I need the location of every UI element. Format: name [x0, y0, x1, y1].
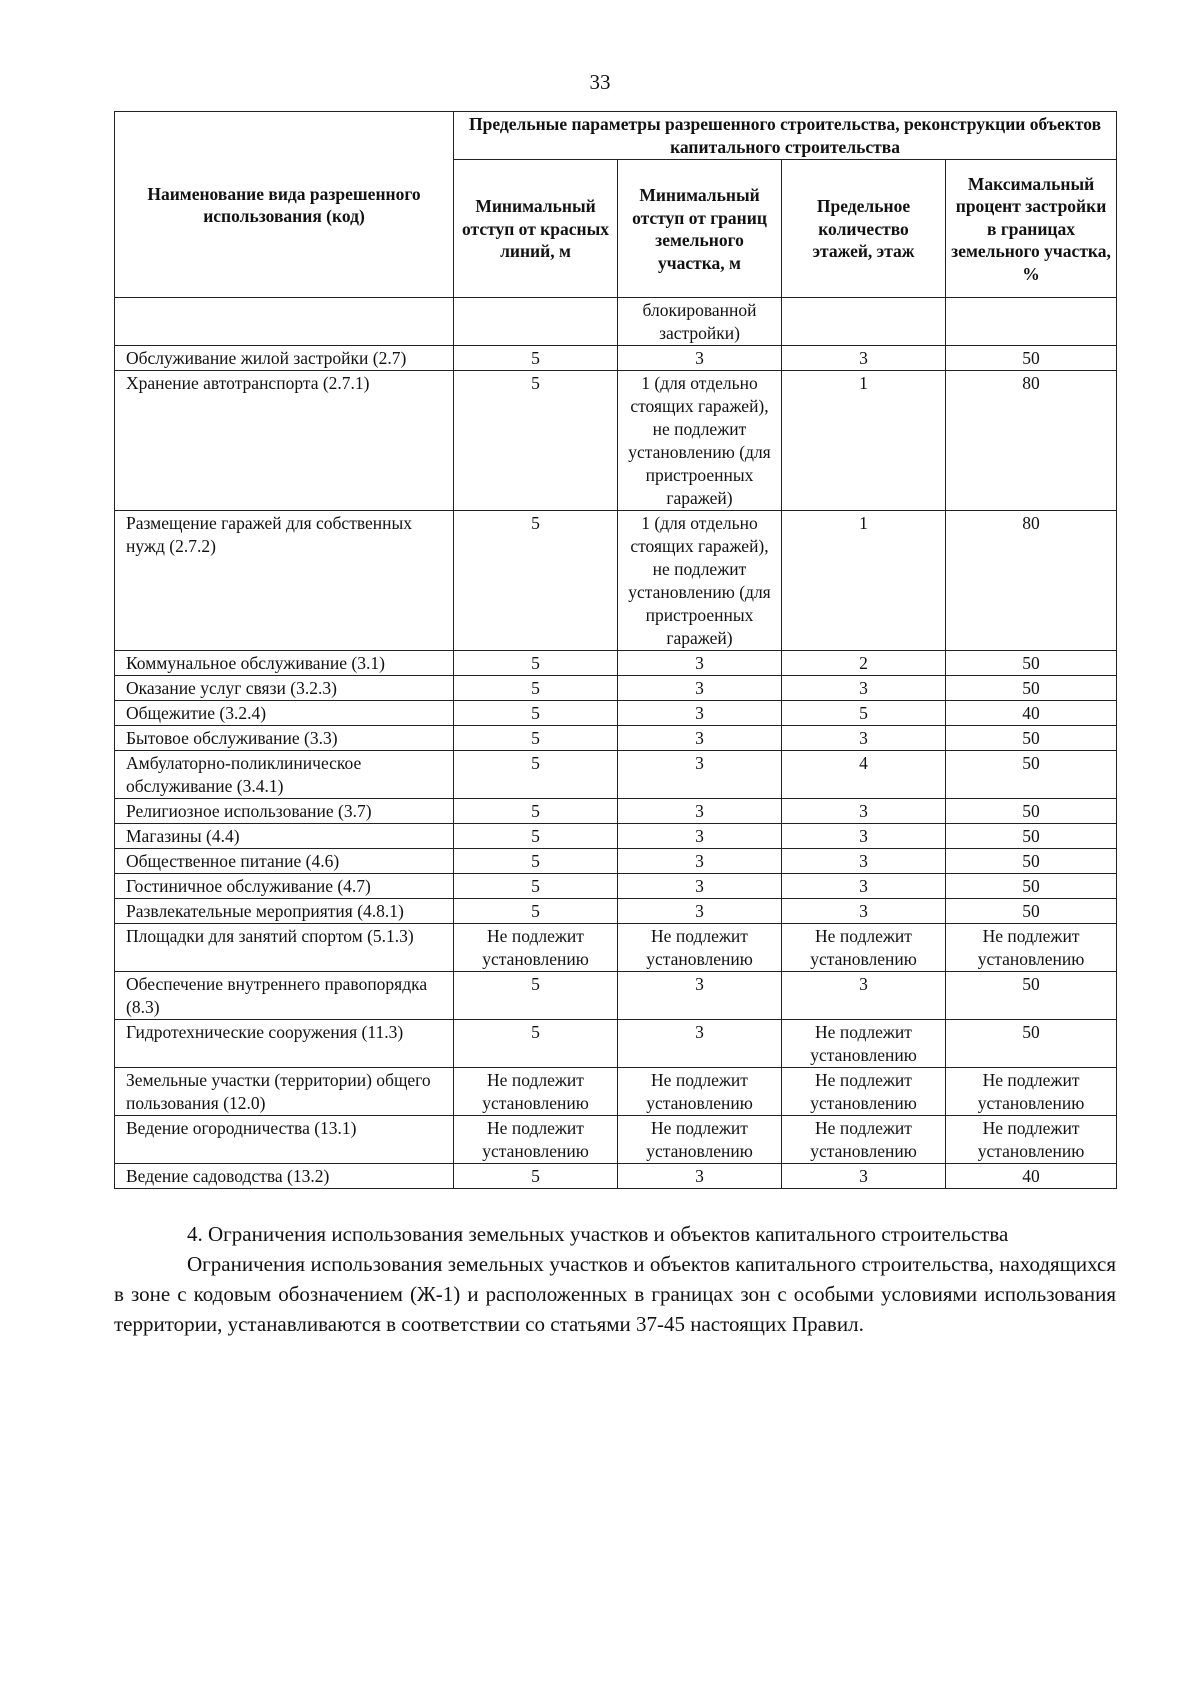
max-coverage-cell: Не подлежит установлению — [946, 1116, 1117, 1164]
min-plot-borders-cell: блокированной застройки) — [618, 298, 782, 346]
min-plot-borders-cell: 3 — [618, 874, 782, 899]
min-plot-borders-cell: 3 — [618, 1020, 782, 1068]
use-name-cell: Оказание услуг связи (3.2.3) — [115, 676, 454, 701]
table-row — [115, 298, 1117, 346]
min-plot-borders-cell: 3 — [618, 849, 782, 874]
max-coverage-cell: 50 — [946, 972, 1117, 1020]
min-red-lines-cell: 5 — [454, 1164, 618, 1189]
min-red-lines-cell: Не подлежит установлению — [454, 1068, 618, 1116]
table-row — [115, 726, 1117, 751]
max-coverage-cell: 80 — [946, 511, 1117, 651]
min-red-lines-cell: Не подлежит установлению — [454, 1116, 618, 1164]
max-coverage-cell: 40 — [946, 1164, 1117, 1189]
table-row — [115, 1020, 1117, 1068]
max-floors-cell: 3 — [782, 799, 946, 824]
table-row — [115, 651, 1117, 676]
min-plot-borders-cell: Не подлежит установлению — [618, 924, 782, 972]
min-red-lines-cell: 5 — [454, 849, 618, 874]
max-floors-cell — [782, 298, 946, 346]
use-name-cell — [115, 298, 454, 346]
max-coverage-cell: 50 — [946, 1020, 1117, 1068]
max-coverage-cell: 50 — [946, 726, 1117, 751]
min-plot-borders-cell: 3 — [618, 799, 782, 824]
min-red-lines-cell: 5 — [454, 799, 618, 824]
table-row — [115, 701, 1117, 726]
max-coverage-cell: Не подлежит установлению — [946, 1068, 1117, 1116]
max-floors-cell: 2 — [782, 651, 946, 676]
section-heading: 4. Ограничения использования земельных участков и объектов капитального строительства — [187, 1222, 1009, 1246]
use-name-cell: Бытовое обслуживание (3.3) — [115, 726, 454, 751]
table-body — [115, 298, 1117, 1189]
max-floors-cell: 3 — [782, 726, 946, 751]
max-coverage-cell: 50 — [946, 799, 1117, 824]
header-max-floors: Предельное количество этажей, этаж — [782, 160, 946, 298]
min-plot-borders-cell: 3 — [618, 726, 782, 751]
use-name-cell: Амбулаторно-поликлиническое обслуживание (3.4.1) — [115, 751, 454, 799]
use-name-cell: Развлекательные мероприятия (4.8.1) — [115, 899, 454, 924]
use-name-cell: Коммунальное обслуживание (3.1) — [115, 651, 454, 676]
table-row — [115, 874, 1117, 899]
max-coverage-cell: Не подлежит установлению — [946, 924, 1117, 972]
min-plot-borders-cell: 3 — [618, 751, 782, 799]
max-floors-cell: 3 — [782, 1164, 946, 1189]
max-floors-cell: Не подлежит установлению — [782, 924, 946, 972]
min-plot-borders-cell: Не подлежит установлению — [618, 1116, 782, 1164]
table-row — [115, 1116, 1117, 1164]
use-name-cell: Земельные участки (территории) общего пользования (12.0) — [115, 1068, 454, 1116]
use-name-cell: Ведение садоводства (13.2) — [115, 1164, 454, 1189]
min-red-lines-cell: 5 — [454, 751, 618, 799]
max-coverage-cell — [946, 298, 1117, 346]
max-floors-cell: 3 — [782, 899, 946, 924]
min-plot-borders-cell: 3 — [618, 1164, 782, 1189]
max-coverage-cell: 50 — [946, 874, 1117, 899]
min-red-lines-cell: 5 — [454, 511, 618, 651]
min-plot-borders-cell: Не подлежит установлению — [618, 1068, 782, 1116]
header-max-coverage: Максимальный процент застройки в границах земельного участка, % — [946, 160, 1117, 298]
min-plot-borders-cell: 3 — [618, 346, 782, 371]
section-4 — [114, 1219, 1116, 1339]
min-plot-borders-cell: 3 — [618, 824, 782, 849]
use-name-cell: Обслуживание жилой застройки (2.7) — [115, 346, 454, 371]
use-name-cell: Размещение гаражей для собственных нужд (2.7.2) — [115, 511, 454, 651]
use-name-cell: Общественное питание (4.6) — [115, 849, 454, 874]
max-floors-cell: 3 — [782, 874, 946, 899]
table-row — [115, 924, 1117, 972]
max-coverage-cell: 50 — [946, 751, 1117, 799]
table-row — [115, 346, 1117, 371]
use-name-cell: Ведение огородничества (13.1) — [115, 1116, 454, 1164]
min-red-lines-cell: 5 — [454, 1020, 618, 1068]
min-plot-borders-cell: 3 — [618, 651, 782, 676]
min-red-lines-cell: Не подлежит установлению — [454, 924, 618, 972]
table-row — [115, 751, 1117, 799]
table-row — [115, 899, 1117, 924]
max-floors-cell: 5 — [782, 701, 946, 726]
min-plot-borders-cell: 3 — [618, 676, 782, 701]
use-name-cell: Гостиничное обслуживание (4.7) — [115, 874, 454, 899]
max-coverage-cell: 50 — [946, 676, 1117, 701]
min-red-lines-cell: 5 — [454, 651, 618, 676]
parameters-table — [114, 111, 1117, 1189]
min-red-lines-cell: 5 — [454, 701, 618, 726]
table-row — [115, 799, 1117, 824]
use-name-cell: Гидротехнические сооружения (11.3) — [115, 1020, 454, 1068]
max-floors-cell: Не подлежит установлению — [782, 1116, 946, 1164]
min-red-lines-cell: 5 — [454, 726, 618, 751]
min-red-lines-cell: 5 — [454, 824, 618, 849]
table-row — [115, 676, 1117, 701]
max-coverage-cell: 50 — [946, 346, 1117, 371]
min-red-lines-cell: 5 — [454, 676, 618, 701]
min-plot-borders-cell: 3 — [618, 899, 782, 924]
table-row — [115, 972, 1117, 1020]
section-body: Ограничения использования земельных участков и объектов капитального строительства, находящихся в зоне с кодовым обозначением (Ж-1) и расположенных в границах зон с особыми условиями использования территории, устанавливаются в соответствии со статьями 37-45 настоящих Правил. — [114, 1252, 1116, 1336]
max-coverage-cell: 50 — [946, 824, 1117, 849]
max-coverage-cell: 80 — [946, 371, 1117, 511]
max-floors-cell: 3 — [782, 346, 946, 371]
min-red-lines-cell: 5 — [454, 874, 618, 899]
header-name-column: Наименование вида разрешенного использования (код) — [115, 112, 454, 298]
max-coverage-cell: 40 — [946, 701, 1117, 726]
min-red-lines-cell: 5 — [454, 899, 618, 924]
max-floors-cell: 3 — [782, 676, 946, 701]
min-plot-borders-cell: 3 — [618, 701, 782, 726]
max-floors-cell: 1 — [782, 371, 946, 511]
max-floors-cell: 1 — [782, 511, 946, 651]
min-red-lines-cell: 5 — [454, 972, 618, 1020]
use-name-cell: Хранение автотранспорта (2.7.1) — [115, 371, 454, 511]
max-floors-cell: Не подлежит установлению — [782, 1068, 946, 1116]
max-floors-cell: 3 — [782, 849, 946, 874]
page-number: 33 — [589, 70, 611, 94]
table-header-row — [115, 112, 1117, 160]
min-plot-borders-cell: 1 (для отдельно стоящих гаражей), не подлежит установлению (для пристроенных гаражей) — [618, 371, 782, 511]
header-min-plot-borders: Минимальный отступ от границ земельного участка, м — [618, 160, 782, 298]
table-row — [115, 511, 1117, 651]
min-plot-borders-cell: 3 — [618, 972, 782, 1020]
table-row — [115, 1068, 1117, 1116]
max-coverage-cell: 50 — [946, 849, 1117, 874]
max-floors-cell: 3 — [782, 824, 946, 849]
min-plot-borders-cell: 1 (для отдельно стоящих гаражей), не подлежит установлению (для пристроенных гаражей) — [618, 511, 782, 651]
header-min-red-lines: Минимальный отступ от красных линий, м — [454, 160, 618, 298]
table-row — [115, 824, 1117, 849]
header-group-title: Предельные параметры разрешенного строительства, реконструкции объектов капитального строительства — [454, 112, 1117, 160]
table-row — [115, 849, 1117, 874]
use-name-cell: Религиозное использование (3.7) — [115, 799, 454, 824]
table-row — [115, 1164, 1117, 1189]
use-name-cell: Магазины (4.4) — [115, 824, 454, 849]
min-red-lines-cell — [454, 298, 618, 346]
min-red-lines-cell: 5 — [454, 371, 618, 511]
use-name-cell: Общежитие (3.2.4) — [115, 701, 454, 726]
use-name-cell: Обеспечение внутреннего правопорядка (8.3) — [115, 972, 454, 1020]
use-name-cell: Площадки для занятий спортом (5.1.3) — [115, 924, 454, 972]
min-red-lines-cell: 5 — [454, 346, 618, 371]
table-row — [115, 371, 1117, 511]
max-floors-cell: Не подлежит установлению — [782, 1020, 946, 1068]
max-coverage-cell: 50 — [946, 651, 1117, 676]
max-coverage-cell: 50 — [946, 899, 1117, 924]
max-floors-cell: 3 — [782, 972, 946, 1020]
max-floors-cell: 4 — [782, 751, 946, 799]
